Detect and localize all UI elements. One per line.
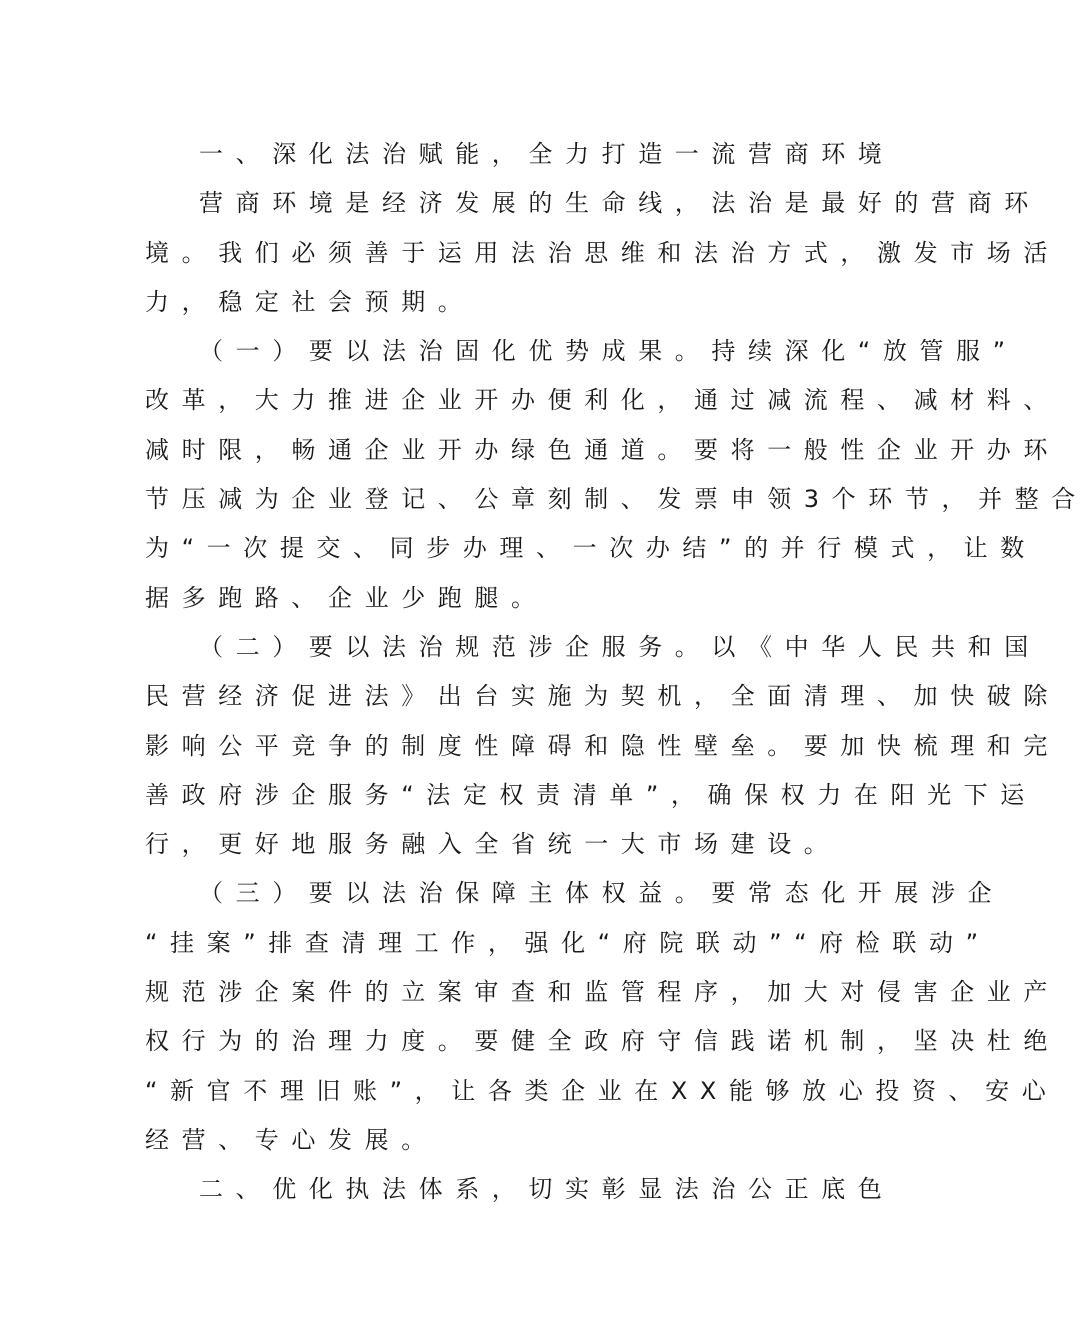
- paragraph-subsection-1-line: 为“一次提交、同步办理、一次办结”的并行模式，让数: [145, 534, 1037, 563]
- document-body: [145, 130, 1088, 1215]
- section-heading-1: 一、深化法治赋能，全力打造一流营商环境: [199, 140, 895, 168]
- section-heading-2: 二、优化执法体系，切实彰显法治公正底色: [199, 1175, 895, 1204]
- paragraph-subsection-2-line: （二）要以法治规范涉企服务。以《中华人民共和国: [199, 632, 1041, 661]
- paragraph-subsection-3-line: 权行为的治理力度。要健全政府守信践诺机制，坚决杜绝: [145, 1027, 1060, 1056]
- paragraph-subsection-2-line: 善政府涉企服务“法定权责清单”，确保权力在阳光下运: [145, 780, 1037, 809]
- paragraph-subsection-1-line: 据多跑路、企业少跑腿。: [145, 583, 548, 612]
- paragraph-subsection-1-line: 节压减为企业登记、公章刻制、发票申领3个环节，并整合: [145, 485, 1088, 514]
- paragraph-subsection-3-line: （三）要以法治保障主体权益。要常态化开展涉企: [199, 879, 1005, 908]
- paragraph-intro-line: 营商环境是经济发展的生命线，法治是最好的营商环: [199, 189, 1041, 218]
- paragraph-intro-line: 境。我们必须善于运用法治思维和法治方式，激发市场活: [145, 238, 1060, 267]
- paragraph-subsection-3-line: “新官不理旧账”，让各类企业在XX能够放心投资、安心: [145, 1076, 1059, 1105]
- paragraph-subsection-1-line: 改革，大力推进企业开办便利化，通过减流程、减材料、: [145, 386, 1060, 415]
- paragraph-subsection-2-line: 影响公平竞争的制度性障碍和隐性壁垒。要加快梳理和完: [145, 731, 1060, 760]
- paragraph-subsection-1-line: 减时限，畅通企业开办绿色通道。要将一般性企业开办环: [145, 435, 1060, 464]
- paragraph-subsection-2-line: 行，更好地服务融入全省统一大市场建设。: [145, 830, 841, 859]
- paragraph-subsection-3-line: “挂案”排查清理工作，强化“府院联动”“府检联动”: [145, 928, 991, 957]
- paragraph-subsection-2-line: 民营经济促进法》出台实施为契机，全面清理、加快破除: [145, 682, 1060, 711]
- paragraph-subsection-3-line: 经营、专心发展。: [145, 1125, 438, 1154]
- paragraph-subsection-3-line: 规范涉企案件的立案审查和监管程序，加大对侵害企业产: [145, 978, 1060, 1007]
- paragraph-subsection-1-line: （一）要以法治固化优势成果。持续深化“放管服”: [199, 337, 1018, 366]
- paragraph-intro-line: 力，稳定社会预期。: [145, 287, 475, 316]
